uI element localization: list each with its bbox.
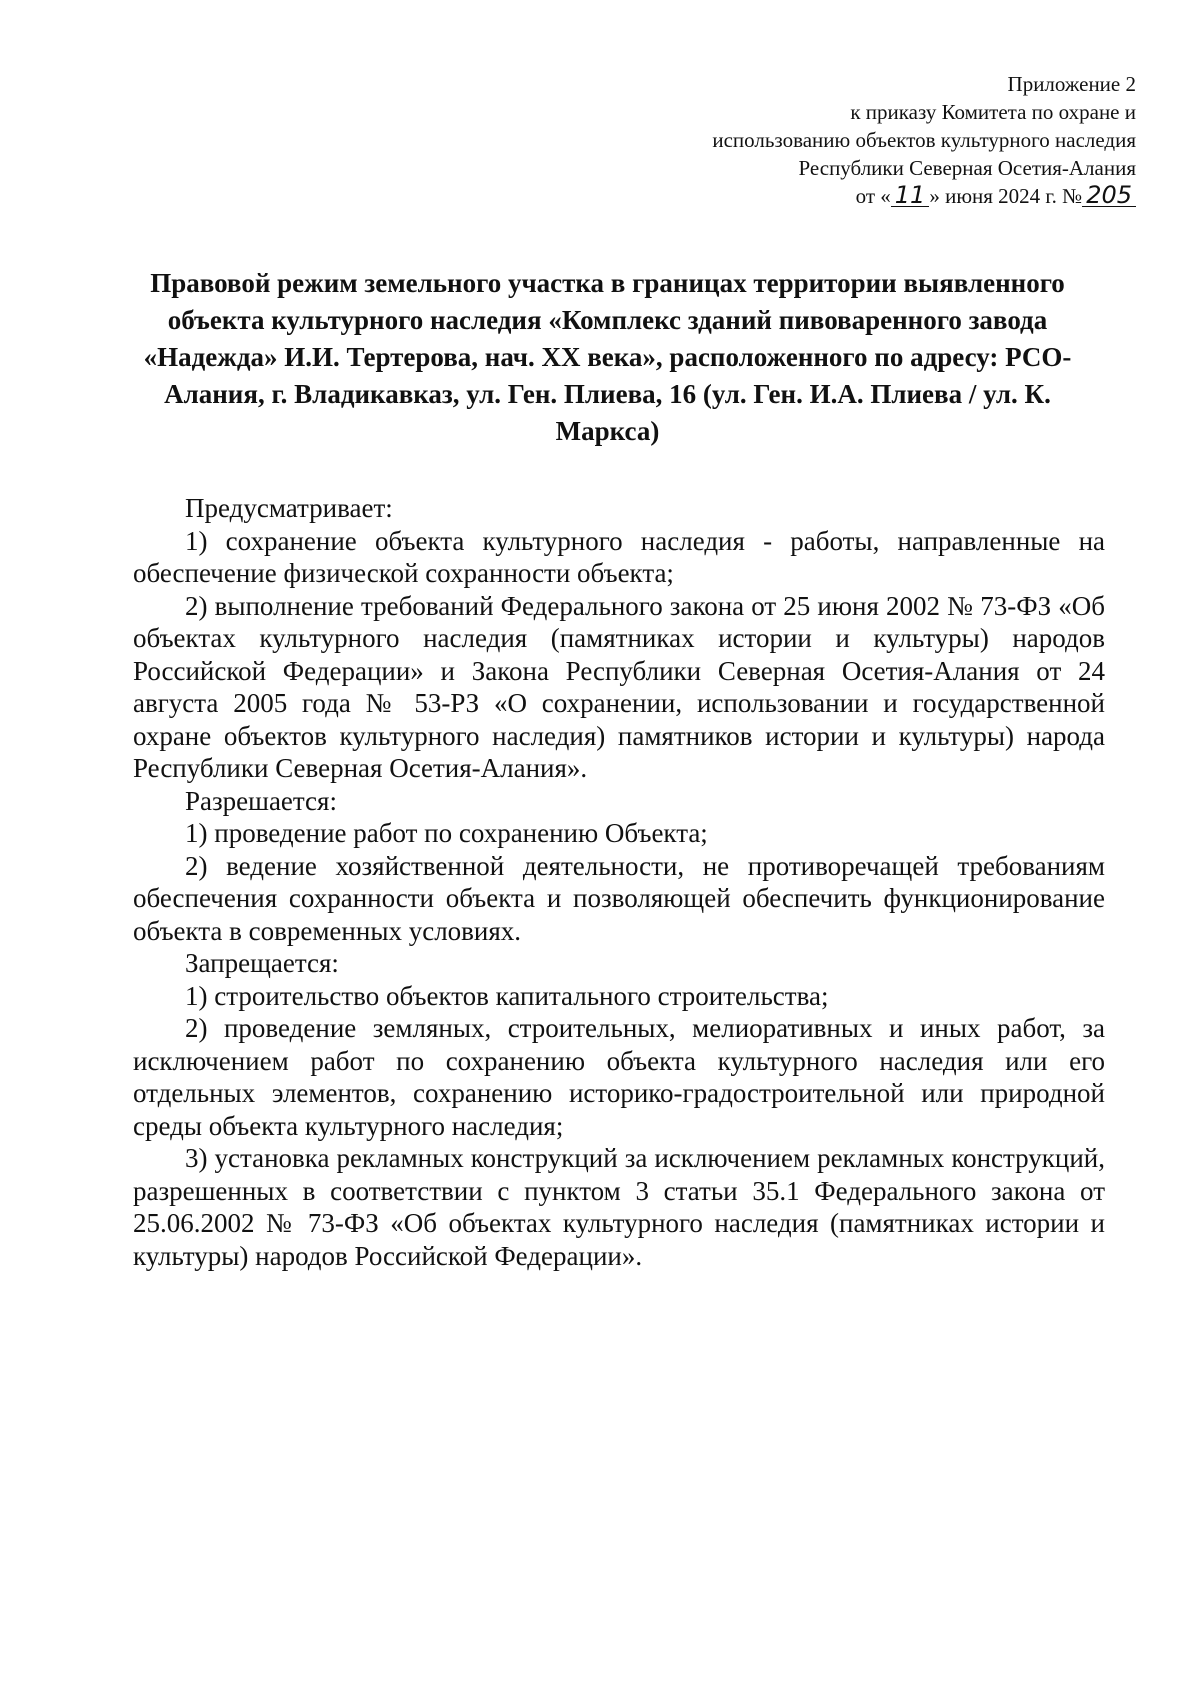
section-heading-permitted: Разрешается: [185,785,337,816]
list-item: 1) сохранение объекта культурного наследия - работы, направленные на обеспечение физической сохранности объекта; [133,525,1105,588]
handwritten-day: 11 [891,184,930,207]
list-item: 2) ведение хозяйственной деятельности, не противоречащей требованиям обеспечения сохранности объекта и позволяющей обеспечить функционирование объекта в современных условиях. [133,850,1105,946]
handwritten-order-number: 205 [1082,184,1136,207]
section-heading-provides: Предусматривает: [185,493,393,523]
order-reference: к приказу Комитета по охране и [850,100,1136,124]
republic-name: Республики Северная Осетия-Алания [798,156,1136,180]
date-middle: » июня 2024 г. № [929,184,1083,208]
list-item: 2) проведение земляных, строительных, мелиоративных и иных работ, за исключением работ по сохранению объекта культурного наследия или его отдельных элементов, сохранению историко-градостроительной или природной среды объекта культурного наследия; [133,1013,1105,1141]
list-item: 2) выполнение требований Федерального закона от 25 июня 2002 № 73-ФЗ «Об объектах культурного наследия (памятниках истории и культуры) народов Российской Федерации» и Закона Республики Северная Осетия-Алания от 24 августа 2005 года № 53-РЗ «О сохранении, использовании и государственной охране объектов культурного наследия) памятников истории и культуры) народа Республики Северная Осетия-Алания». [133,590,1105,783]
section-heading-prohibited: Запрещается: [185,948,339,978]
list-item: 1) строительство объектов капитального строительства; [185,980,829,1011]
list-item: 3) установка рекламных конструкций за исключением рекламных конструкций, разрешенных в соответствии с пунктом 3 статьи 35.1 Федерального закона от 25.06.2002 № 73-ФЗ «Об объектах культурного наследия (памятниках истории и культуры) народов Российской Федерации». [133,1143,1105,1271]
appendix-header [576,70,1136,210]
appendix-number: Приложение 2 [1007,72,1136,96]
list-item: 1) проведение работ по сохранению Объекта; [185,818,708,848]
document-body [133,492,1105,1272]
date-prefix: от « [855,184,891,208]
order-date-line [576,182,1136,210]
committee-name: использованию объектов культурного наследия [712,128,1136,152]
document-title: Правовой режим земельного участка в границах территории выявленного объекта культурного наследия «Комплекс зданий пивоваренного завода «Надежда» И.И. Тертерова, нач. XX века», расположенного по адресу: РСО-Алания, г. Владикавказ, ул. Ген. Плиева, 16 (ул. Ген. И.А. Плиева / ул. К. Маркса) [143,268,1072,446]
